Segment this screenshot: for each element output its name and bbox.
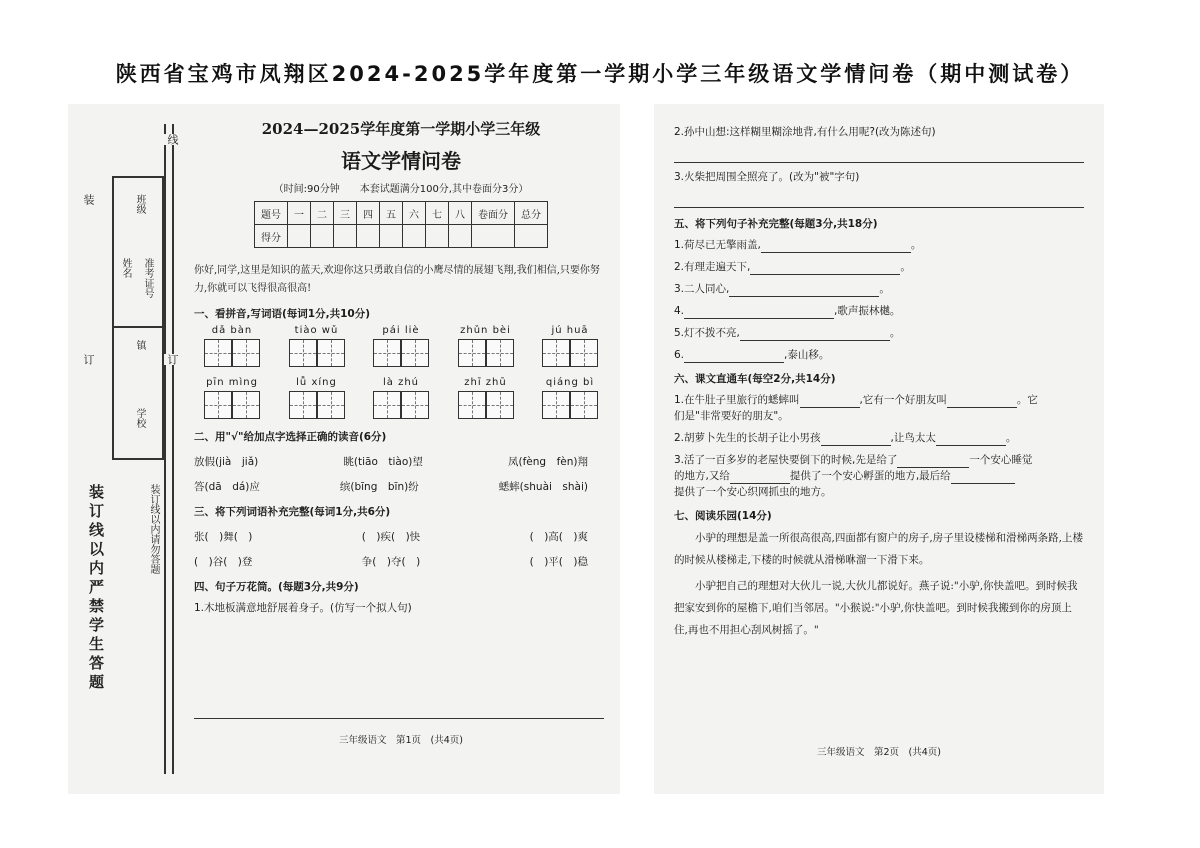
- score-header-cell: 卷面分: [472, 202, 515, 225]
- idiom-row-1: [194, 529, 608, 544]
- tian-cell: [542, 391, 570, 419]
- q-text: ,让鸟太太: [890, 432, 936, 444]
- blank: [684, 306, 834, 319]
- pinyin-item: [194, 377, 270, 419]
- exam-title-line-2: 语文学情问卷: [341, 149, 461, 173]
- idiom-item: 争( )夺( ): [361, 556, 421, 568]
- score-table-header-row: [255, 202, 548, 225]
- tian-cell: [317, 339, 345, 367]
- name-label: 姓名: [120, 258, 131, 278]
- q-text: 一个安心睡觉: [969, 454, 1033, 466]
- section-5-heading: 五、将下列句子补充完整(每题3分,共18分): [674, 218, 878, 230]
- fill-text: 2.有理走遍天下,: [674, 261, 751, 273]
- score-cell: [334, 225, 357, 248]
- score-table-score-row: [255, 225, 548, 248]
- score-cell: [403, 225, 426, 248]
- tian-cell: [204, 339, 232, 367]
- question-6-3: [674, 452, 1084, 500]
- pronunciation-item: 放假(jià jiǎ): [194, 456, 259, 468]
- pinyin-text: jú huā: [551, 325, 589, 336]
- reading-paragraph-2: 小驴把自己的理想对大伙儿一说,大伙儿都说好。燕子说:"小驴,你快盖吧。到时候我把家安到你的屋檐下,咱们当邻居。"小猴说:"小驴,你快盖吧。到时候我搬到你的房顶上住,再也不用担心刮风树摇了。": [674, 580, 1078, 636]
- score-cell: [449, 225, 472, 248]
- score-header-cell: 六: [403, 202, 426, 225]
- tian-grid: [448, 339, 524, 367]
- binding-strip: [68, 104, 186, 794]
- tian-cell: [486, 339, 514, 367]
- tian-grid: [363, 339, 439, 367]
- no-answer-warning-small: 装订线以内请勿答题: [148, 484, 159, 574]
- score-header-cell: 一: [288, 202, 311, 225]
- fill-text: 。: [900, 261, 911, 273]
- tian-grid: [532, 339, 608, 367]
- score-table: [254, 201, 548, 248]
- blank: [750, 262, 900, 275]
- blank: [730, 471, 790, 484]
- idiom-item: ( )高( )爽: [529, 531, 588, 543]
- question-6-1: [674, 392, 1084, 424]
- tian-cell: [458, 339, 486, 367]
- tian-cell: [232, 339, 260, 367]
- pinyin-text: tiào wǔ: [294, 325, 339, 336]
- question-6-2: [674, 430, 1084, 446]
- blank: [947, 395, 1017, 408]
- fill-text: 4.: [674, 305, 685, 317]
- score-header-cell: 八: [449, 202, 472, 225]
- fill-text: 。: [889, 327, 901, 339]
- exam-id-label: 准考证号: [142, 258, 153, 298]
- pronunciation-item: 凤(fèng fèn)翔: [508, 456, 588, 468]
- score-cell: [515, 225, 548, 248]
- q-text: 2.胡萝卜先生的长胡子让小男孩: [674, 432, 821, 444]
- tian-cell: [289, 339, 317, 367]
- q-text: ,它有一个好朋友叫: [859, 394, 947, 406]
- score-header-cell: 五: [380, 202, 403, 225]
- binding-char: 订: [82, 354, 95, 365]
- idiom-row-2: [194, 554, 608, 569]
- tian-cell: [232, 391, 260, 419]
- fill-sentence-5: [674, 325, 1084, 341]
- tian-grid: [279, 339, 355, 367]
- blank: [761, 240, 911, 253]
- fill-text: 。: [910, 239, 922, 251]
- class-label: 班级: [134, 194, 145, 214]
- q-text: 1.在牛肚子里旅行的蟋蟀叫: [674, 394, 800, 406]
- tian-grid: [363, 391, 439, 419]
- binding-line: [164, 124, 166, 774]
- score-header-cell: 总分: [515, 202, 548, 225]
- answer-line: [674, 148, 1084, 163]
- tian-cell: [486, 391, 514, 419]
- answer-line: [674, 193, 1084, 208]
- pinyin-item: [448, 377, 524, 419]
- question-4-3: 3.火柴把周围全照亮了。(改为"被"字句): [674, 171, 860, 183]
- tian-grid: [279, 391, 355, 419]
- page-2-footer: 三年级语文 第2页 (共4页): [816, 747, 941, 758]
- pinyin-text: zhī zhū: [464, 377, 507, 388]
- idiom-item: ( )平( )稳: [529, 556, 588, 568]
- score-header-cell: 四: [357, 202, 380, 225]
- q-text: 提供了一个安心织网抓虫的地方。: [674, 486, 832, 498]
- pinyin-text: zhǔn bèi: [460, 325, 511, 336]
- fill-sentence-6: [674, 347, 1084, 363]
- idiom-item: ( )疾( )快: [361, 531, 421, 543]
- town-label: 镇: [134, 340, 145, 350]
- pinyin-text: dǎ bàn: [211, 325, 253, 336]
- tian-cell: [401, 339, 429, 367]
- section-3-heading: 三、将下列词语补充完整(每词1分,共6分): [194, 506, 391, 518]
- pinyin-row-2: [194, 377, 608, 419]
- tian-cell: [542, 339, 570, 367]
- blank: [936, 433, 1006, 446]
- score-cell: [472, 225, 515, 248]
- tian-grid: [194, 339, 270, 367]
- blank: [800, 395, 860, 408]
- tian-cell: [570, 391, 598, 419]
- fill-sentence-4: [674, 303, 1084, 319]
- exam-meta: （时间:90分钟 本套试题满分100分,其中卷面分3分）: [273, 184, 529, 195]
- fill-text: 1.荷尽已无擎雨盖,: [674, 239, 761, 251]
- tian-cell: [373, 339, 401, 367]
- pinyin-item: [532, 325, 608, 367]
- pinyin-item: [532, 377, 608, 419]
- score-header-cell: 三: [334, 202, 357, 225]
- tian-cell: [289, 391, 317, 419]
- tian-cell: [570, 339, 598, 367]
- pinyin-item: [363, 325, 439, 367]
- pinyin-text: pīn mìng: [206, 377, 258, 388]
- section-4-heading: 四、句子万花筒。(每题3分,共9分): [194, 581, 359, 593]
- question-4-1: 1.木地板满意地舒展着身子。(仿写一个拟人句): [194, 602, 412, 614]
- pinyin-item: [448, 325, 524, 367]
- q-text: 的地方,又给: [674, 470, 730, 482]
- pinyin-item: [194, 325, 270, 367]
- score-cell: [288, 225, 311, 248]
- tian-grid: [448, 391, 524, 419]
- fill-text: 5.灯不拨不亮,: [674, 327, 740, 339]
- section-2-heading: 二、用"√"给加点字选择正确的读音(6分): [194, 431, 387, 443]
- section-6-heading: 六、课文直通车(每空2分,共14分): [674, 373, 836, 385]
- section-1-heading: 一、看拼音,写词语(每词1分,共10分): [194, 308, 370, 320]
- answer-line: [194, 718, 604, 719]
- binding-line: [172, 124, 174, 774]
- fill-text: 3.二人同心,: [674, 283, 730, 295]
- pronunciation-item: 蟋蟀(shuài shài): [498, 481, 588, 493]
- exam-title-line-1: 2024—2025学年度第一学期小学三年级: [261, 120, 541, 138]
- idiom-item: 张( )舞( ): [194, 531, 253, 543]
- blank: [740, 328, 890, 341]
- pinyin-text: pái liè: [382, 325, 420, 336]
- q-text: 提供了一个安心孵蛋的地方,最后给: [789, 470, 951, 482]
- blank: [684, 350, 784, 363]
- exam-sheet-page-2: [674, 118, 1084, 641]
- q-text: 。: [1005, 432, 1017, 444]
- pinyin-item: [279, 377, 355, 419]
- pinyin-text: là zhú: [382, 377, 419, 388]
- page-banner-title: 陕西省宝鸡市凤翔区2024-2025学年度第一学期小学三年级语文学情问卷（期中测试卷）: [115, 62, 1085, 86]
- fill-sentence-3: [674, 281, 1084, 297]
- exam-sheet-page-1: [194, 112, 608, 616]
- tian-grid: [532, 391, 608, 419]
- tian-cell: [204, 391, 232, 419]
- blank: [821, 433, 891, 446]
- score-cell: [311, 225, 334, 248]
- blank: [951, 471, 1015, 484]
- binding-char: 装: [82, 194, 95, 205]
- page-1-footer: 三年级语文 第1页 (共4页): [338, 735, 463, 746]
- school-label: 学校: [134, 408, 145, 428]
- fill-sentence-2: [674, 259, 1084, 275]
- exam-page-1-photo: [68, 104, 620, 794]
- tian-cell: [401, 391, 429, 419]
- pinyin-text: lǚ xíng: [296, 377, 337, 388]
- binding-char: 线: [166, 134, 179, 145]
- pinyin-row-1: [194, 325, 608, 367]
- reading-paragraph-1: 小驴的理想是盖一所很高很高,四面都有窗户的房子,房子里设楼梯和滑梯两条路,上楼的时候从楼梯走,下楼的时候就从滑梯咻溜一下滑下来。: [674, 532, 1084, 566]
- pronunciation-item: 缤(bīng bīn)纷: [339, 481, 419, 493]
- blank: [897, 455, 969, 468]
- greeting-text: 你好,同学,这里是知识的蓝天,欢迎你这只勇敢自信的小鹰尽情的展翅飞翔,我们相信,只要你努力,你就可以飞得很高很高!: [194, 265, 600, 294]
- tian-cell: [373, 391, 401, 419]
- score-cell: [380, 225, 403, 248]
- tian-grid: [194, 391, 270, 419]
- score-header-cell: 题号: [255, 202, 288, 225]
- pinyin-item: [279, 325, 355, 367]
- tian-cell: [317, 391, 345, 419]
- score-header-cell: 二: [311, 202, 334, 225]
- fill-text: 6.: [674, 349, 685, 361]
- score-header-cell: 七: [426, 202, 449, 225]
- blank: [729, 284, 879, 297]
- pronunciation-row-1: [194, 454, 608, 469]
- school-info-box: [112, 326, 164, 460]
- pinyin-item: [363, 377, 439, 419]
- pinyin-text: qiáng bì: [545, 377, 595, 388]
- no-answer-warning: 装订线以内严禁学生答题: [87, 484, 105, 693]
- section-7-heading: 七、阅读乐园(14分): [674, 510, 772, 522]
- tian-cell: [458, 391, 486, 419]
- pronunciation-item: 答(dā dá)应: [194, 481, 260, 493]
- score-row-label: 得分: [255, 225, 288, 248]
- fill-text: 。: [879, 283, 890, 295]
- q-text: 们是"非常要好的朋友"。: [674, 410, 789, 422]
- fill-text: ,歌声振林樾。: [834, 305, 901, 317]
- fill-text: ,泰山移。: [784, 349, 830, 361]
- student-info-box: [112, 176, 164, 332]
- q-text: 3.活了一百多岁的老屋快要倒下的时候,先是给了: [674, 454, 898, 466]
- q-text: 。它: [1016, 394, 1038, 406]
- binding-char: 订: [166, 354, 179, 365]
- fill-sentence-1: [674, 237, 1084, 253]
- exam-page-2-photo: [654, 104, 1104, 794]
- pronunciation-item: 眺(tiāo tiào)望: [343, 456, 423, 468]
- score-cell: [357, 225, 380, 248]
- pronunciation-row-2: [194, 479, 608, 494]
- score-cell: [426, 225, 449, 248]
- question-4-2: 2.孙中山想:这样糊里糊涂地背,有什么用呢?(改为陈述句): [674, 126, 936, 138]
- idiom-item: ( )谷( )登: [194, 556, 253, 568]
